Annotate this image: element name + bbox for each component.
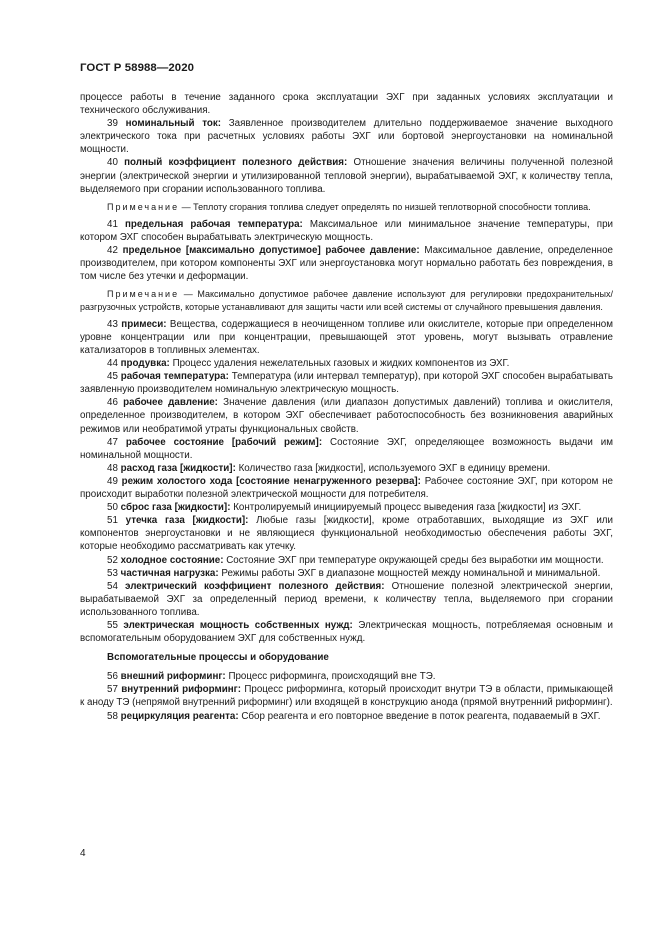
term-definition: Электрическая мощность, потребляемая основным и вспомогательным оборудованием ЭХГ для собственных нужд. bbox=[80, 619, 613, 645]
term-number: 39 bbox=[107, 118, 118, 130]
term-name: режим холостого хода [состояние ненагруженного резерва]: bbox=[121, 475, 421, 487]
term-name: холодное состояние: bbox=[120, 554, 224, 566]
note-1 bbox=[80, 201, 613, 213]
term-entry bbox=[80, 670, 613, 683]
term-definition: Отношение полезной электрической энергии, вырабатываемой ЭХГ за определенный период времени, к количеству тепла, выделяемого при сгорании использованного топлива. bbox=[80, 580, 613, 618]
entries-group-b bbox=[80, 218, 613, 283]
term-entry bbox=[80, 156, 613, 195]
term-name: электрическая мощность собственных нужд: bbox=[123, 619, 353, 631]
term-name: внутренний риформинг: bbox=[121, 684, 241, 696]
note-1-dash: — bbox=[181, 201, 191, 212]
term-entry bbox=[80, 514, 613, 553]
term-definition: Сбор реагента и его повторное введение в поток реагента, подаваемый в ЭХГ. bbox=[241, 710, 601, 722]
term-number: 41 bbox=[107, 218, 118, 230]
note-1-label: Примечание bbox=[107, 201, 180, 212]
term-number: 55 bbox=[107, 619, 118, 631]
term-entry bbox=[80, 370, 613, 396]
term-entry bbox=[80, 436, 613, 462]
term-number: 47 bbox=[107, 436, 118, 448]
term-number: 44 bbox=[107, 358, 118, 370]
term-name: сброс газа [жидкости]: bbox=[120, 502, 231, 514]
term-entry bbox=[80, 357, 613, 370]
term-name: рабочее состояние [рабочий режим]: bbox=[125, 436, 323, 448]
document-body bbox=[80, 91, 613, 723]
term-number: 51 bbox=[107, 515, 118, 527]
term-name: номинальный ток: bbox=[125, 118, 222, 130]
term-definition: Любые газы [жидкости], кроме отработавших, выходящие из ЭХГ или компонентов энергоустановки и не являющиеся функциональной необходимостью обеспечения работы ЭХГ, которые необходимо рассматривать как утечку. bbox=[80, 515, 613, 553]
note-2-label: Примечание bbox=[107, 289, 180, 300]
term-number: 43 bbox=[107, 318, 118, 330]
term-entry bbox=[80, 462, 613, 475]
term-definition: Температура (или интервал температур), при которой ЭХГ способен вырабатывать заявленную производителем номинальную электрическую мощность. bbox=[80, 371, 613, 396]
term-entry bbox=[80, 580, 613, 619]
term-number: 46 bbox=[107, 397, 118, 409]
term-name: частичная нагрузка: bbox=[120, 567, 219, 579]
term-entry bbox=[80, 244, 613, 283]
term-entry bbox=[80, 117, 613, 156]
term-definition: Режимы работы ЭХГ в диапазоне мощностей между номинальной и минимальной. bbox=[221, 567, 601, 579]
term-number: 45 bbox=[107, 371, 118, 383]
term-number: 40 bbox=[107, 157, 118, 169]
term-name: рабочее давление: bbox=[123, 397, 218, 409]
term-definition: Максимальное давление, определенное производителем, при котором компоненты ЭХГ или энергоустановка могут нормально работать без повреждения, в том числе без утечки и деформации. bbox=[80, 245, 613, 283]
term-definition: Отношение значения величины полученной полезной энергии (электрической энергии и утилизированной тепловой энергии), вырабатываемой ЭХГ, к количеству тепла, выделяемого при сгорании использованного топлива. bbox=[80, 157, 613, 195]
document-header: ГОСТ Р 58988—2020 bbox=[80, 62, 195, 74]
term-name: предельная рабочая температура: bbox=[125, 218, 303, 230]
term-name: предельное [максимально допустимое] рабочее давление: bbox=[122, 245, 420, 257]
note-2-text: Максимально допустимое рабочее давление используют для регулировки предохранительных/разгрузочных устройств, которые устанавливают для защиты части или всей системы от случайного превышения давления. bbox=[80, 289, 613, 312]
term-entry bbox=[80, 619, 613, 645]
term-definition: Состояние ЭХГ при температуре окружающей среды без выработки им мощности. bbox=[226, 554, 604, 566]
term-name: внешний риформинг: bbox=[120, 671, 226, 683]
note-2-dash: — bbox=[183, 289, 193, 300]
term-entry bbox=[80, 501, 613, 514]
term-definition: Процесс риформинга, который происходит внутри ТЭ в области, примыкающей к аноду ТЭ (непрямой внутренний риформинг) или входящей в конструкцию анода (прямой внутренний риформинг). bbox=[80, 684, 613, 709]
term-name: полный коэффициент полезного действия: bbox=[124, 157, 348, 169]
term-definition: Рабочее состояние ЭХГ, при котором не происходит выработки полезной электрической мощности для потребителя. bbox=[80, 475, 613, 501]
term-number: 42 bbox=[107, 245, 118, 257]
term-definition: Вещества, содержащиеся в неочищенном топливе или окислителе, которые при определенном уровне концентрации или при концентрации, превышающей этот уровень, могут вызывать отравление катализаторов в топливных элементах. bbox=[80, 318, 613, 357]
term-entry bbox=[80, 396, 613, 435]
term-name: продувка: bbox=[120, 358, 170, 370]
term-name: утечка газа [жидкости]: bbox=[125, 515, 249, 527]
term-definition: Процесс риформинга, происходящий вне ТЭ. bbox=[228, 671, 436, 683]
term-entry bbox=[80, 710, 613, 723]
term-number: 53 bbox=[107, 567, 118, 579]
page-number: 4 bbox=[80, 848, 86, 859]
entries-group-a bbox=[80, 117, 613, 196]
note-2 bbox=[80, 288, 613, 312]
section-title: Вспомогательные процессы и оборудование bbox=[107, 652, 329, 664]
term-definition: Состояние ЭХГ, определяющее возможность выдачи им номинальной мощности. bbox=[80, 436, 613, 461]
term-entry bbox=[80, 218, 613, 244]
term-number: 49 bbox=[107, 475, 118, 487]
lead-paragraph: процессе работы в течение заданного срока эксплуатации ЭХГ при заданных условиях эксплуатации и технического обслуживания. bbox=[80, 92, 613, 117]
term-definition: Количество газа [жидкости], используемого ЭХГ в единицу времени. bbox=[238, 462, 551, 474]
term-definition: Заявленное производителем длительно поддерживаемое значение выходного электрического тока при расчетных условиях работы ЭХГ или бортовой энергоустановки на номинальной мощности. bbox=[80, 118, 613, 156]
term-entry bbox=[80, 683, 613, 709]
term-number: 57 bbox=[107, 684, 118, 696]
term-number: 50 bbox=[107, 502, 118, 514]
note-1-text: Теплоту сгорания топлива следует определять по низшей теплотворной способности топлива. bbox=[193, 201, 591, 212]
term-name: примеси: bbox=[121, 318, 167, 330]
term-entry bbox=[80, 567, 613, 580]
term-number: 54 bbox=[107, 580, 118, 592]
term-entry bbox=[80, 554, 613, 567]
term-entry bbox=[80, 318, 613, 357]
term-number: 48 bbox=[107, 462, 118, 474]
term-definition: Процесс удаления нежелательных газовых и жидких компонентов из ЭХГ. bbox=[172, 358, 510, 370]
term-definition: Контролируемый инициируемый процесс выведения газа [жидкости] из ЭХГ. bbox=[233, 502, 582, 514]
term-name: рабочая температура: bbox=[120, 371, 229, 383]
term-definition: Максимальное или минимальное значение температуры, при котором ЭХГ способен вырабатывать электрическую мощность. bbox=[80, 218, 614, 244]
term-definition: Значение давления (или диапазон допустимых давлений) топлива и окислителя, определенное производителем, в котором ЭХГ обеспечивает работоспособность без возникновения аварийных режимов или необратимой утраты функциональных свойств. bbox=[80, 397, 613, 435]
entries-group-c bbox=[80, 318, 613, 645]
term-number: 56 bbox=[107, 671, 118, 683]
term-entry bbox=[80, 475, 613, 501]
term-name: расход газа [жидкости]: bbox=[120, 462, 236, 474]
term-number: 58 bbox=[107, 710, 118, 722]
term-name: электрический коэффициент полезного действия: bbox=[125, 580, 385, 592]
term-number: 52 bbox=[107, 554, 118, 566]
term-name: рециркуляция реагента: bbox=[120, 710, 239, 722]
entries-group-d bbox=[80, 670, 613, 722]
